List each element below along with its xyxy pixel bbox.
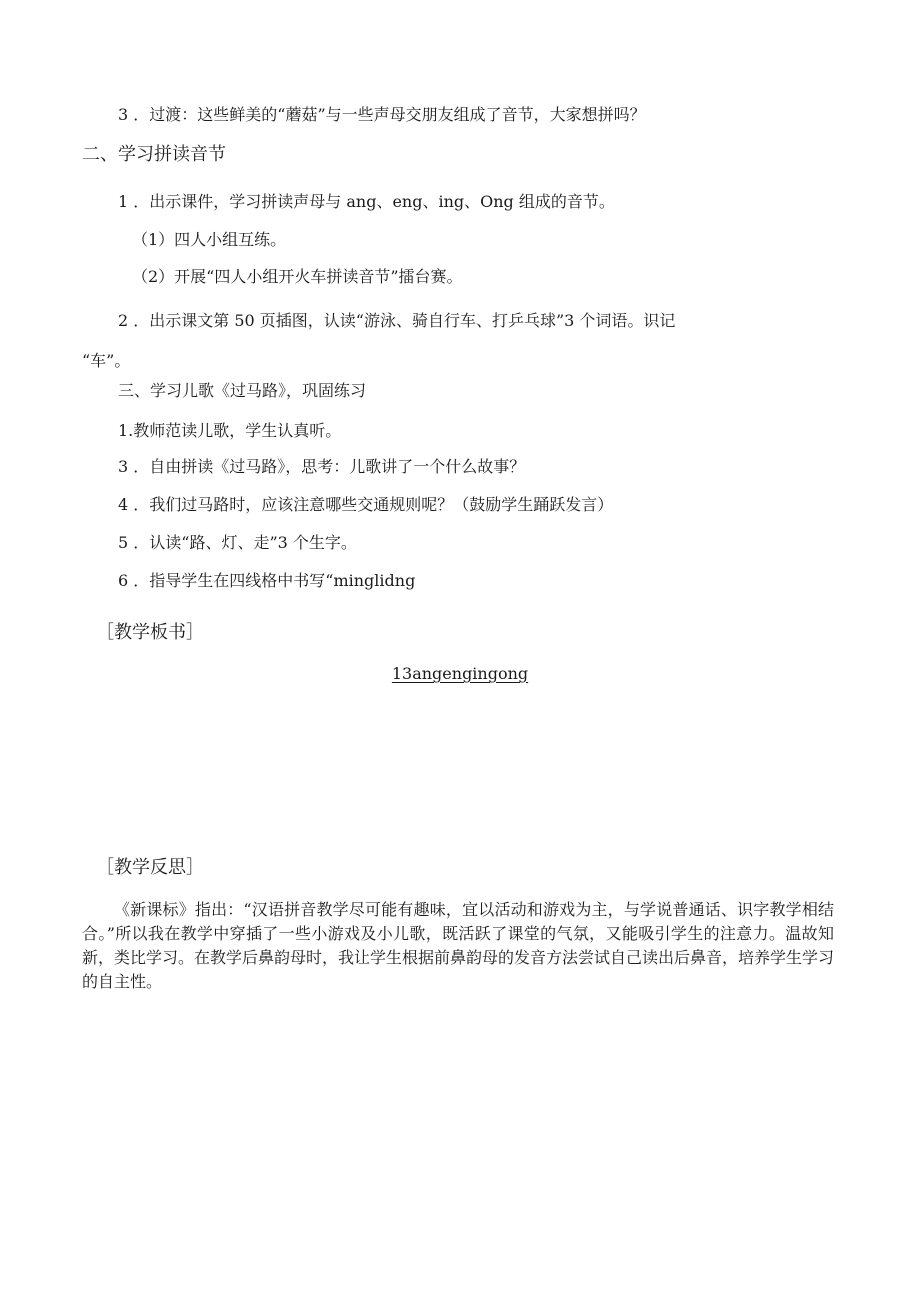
reflection-heading: ［教学反思］	[96, 857, 204, 878]
board-content-text: 13angengingong	[391, 664, 529, 683]
reflection-paragraph: 《新课标》指出：“汉语拼音教学尽可能有趣味，宜以活动和游戏为主，与学说普通话、识字教学相结合。”所以我在教学中穿插了一些小游戏及小儿歌，既活跃了课堂的气氛，又能吸引学生的注意力。温故知新，类比学习。在教学后鼻韵母时，我让学生根据前鼻韵母的发音方法尝试自己读出后鼻音，培养学生学习的自主性。	[82, 900, 835, 991]
board-content	[0, 663, 920, 685]
substep-1-practice: （1）四人小组互练。	[132, 230, 287, 249]
step-1-model-reading: 1.教师范读儿歌，学生认真听。	[118, 421, 342, 440]
step-6-writing: 6 ．指导学生在四线格中书写“minglidng	[118, 571, 416, 590]
step-3-free-reading: 3 ．自由拼读《过马路》，思考：儿歌讲了一个什么故事？	[118, 457, 526, 476]
section-heading-3: 三、学习儿歌《过马路》，巩固练习	[118, 381, 367, 400]
substep-2-contest: （2）开展“四人小组开火车拼读音节”擂台赛。	[132, 267, 463, 286]
step-5-characters: 5 ．认读“路、灯、走”3 个生字。	[118, 533, 357, 552]
step-4-traffic-rules: 4 ．我们过马路时，应该注意哪些交通规则呢？（鼓励学生踊跃发言）	[118, 495, 614, 514]
step-2-continuation: “车”。	[82, 351, 131, 370]
section-heading-2: 二、学习拼读音节	[82, 144, 226, 165]
step-1-courseware: 1 ．出示课件，学习拼读声母与 ang、eng、ing、Ong 组成的音节。	[118, 192, 615, 211]
step-2-illustration: 2 ．出示课文第 50 页插图，认读“游泳、骑自行车、打乒乓球”3 个词语。识记	[118, 311, 676, 330]
step-3-transition: 3 ．过渡：这些鲜美的“蘑菇”与一些声母交朋友组成了音节，大家想拼吗？	[118, 105, 646, 124]
board-heading: ［教学板书］	[96, 622, 204, 643]
